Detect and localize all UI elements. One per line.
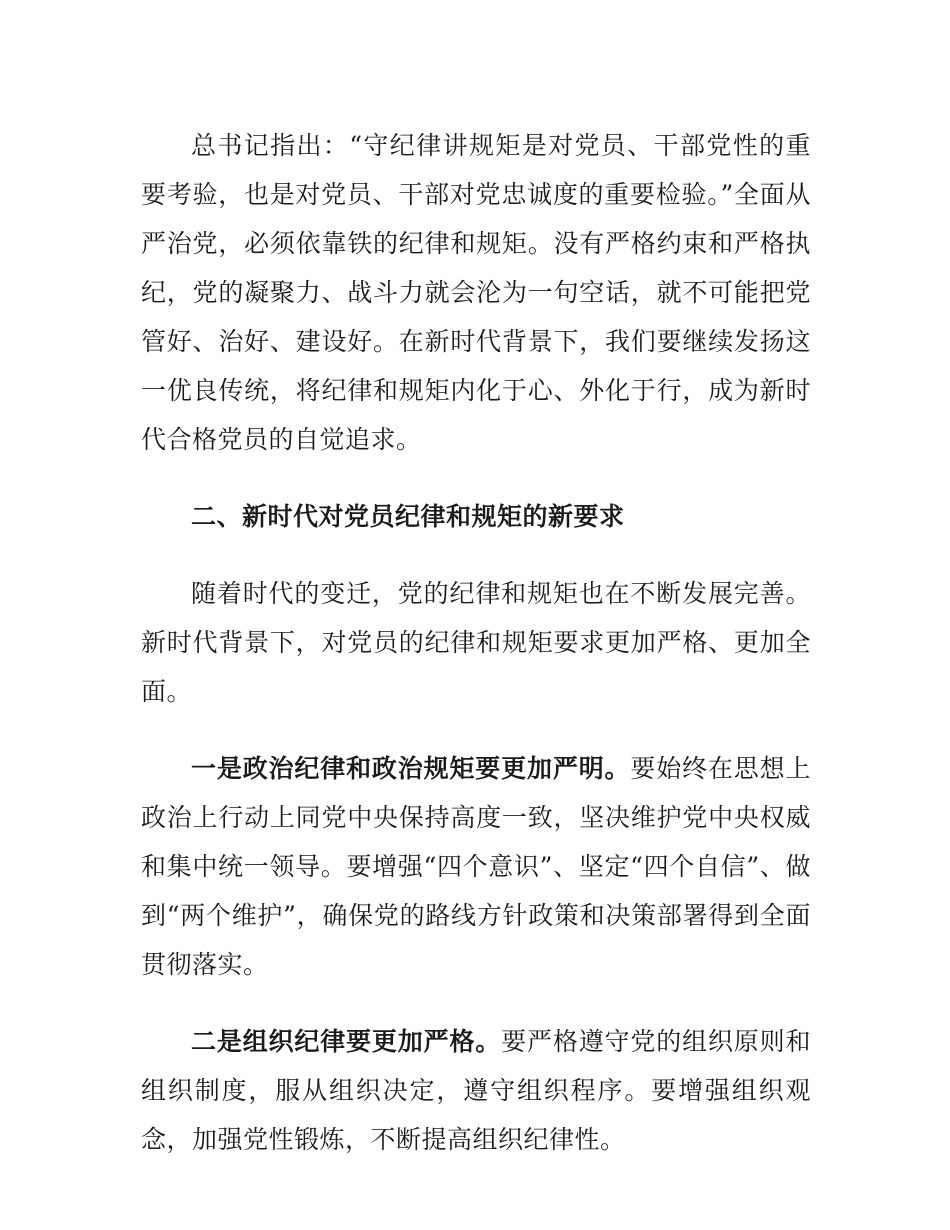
paragraph-intro: 总书记指出：“守纪律讲规矩是对党员、干部党性的重要考验，也是对党员、干部对党忠诚度的重要检验。”全面从严治党，必须依靠铁的纪律和规矩。没有严格约束和严格执纪，党的凝聚力、战斗力就会沦为一句空话，就不可能把党管好、治好、建设好。在新时代背景下，我们要继续发扬这一优良传统，将纪律和规矩内化于心、外化于行，成为新时代合格党员的自觉追求。 (141, 131, 811, 454)
paragraph-body-political: 要始终在思想上政治上行动上同党中央保持高度一致，坚决维护党中央权威和集中统一领导。要增强“四个意识”、坚定“四个自信”、做到“两个维护”，确保党的路线方针政策和决策部署得到全面贯彻落实。 (141, 754, 811, 979)
paragraph-lead-political: 一是政治纪律和政治规矩要更加严明。 (191, 754, 631, 783)
paragraph-lead-organizational: 二是组织纪律要更加严格。 (191, 1027, 502, 1056)
paragraph-body-organizational: 要严格遵守党的组织原则和组织制度，服从组织决定，遵守组织程序。要增强组织观念，加强党性锻炼，不断提高组织纪律性。 (141, 1027, 811, 1154)
document-body (141, 121, 811, 1164)
paragraph-overview: 随着时代的变迁，党的纪律和规矩也在不断发展完善。新时代背景下，对党员的纪律和规矩要求更加严格、更加全面。 (141, 579, 811, 706)
paragraph-organizational-discipline (141, 1017, 811, 1164)
section-heading: 二、新时代对党员纪律和规矩的新要求 (191, 502, 625, 531)
paragraph-political-discipline (141, 744, 811, 989)
